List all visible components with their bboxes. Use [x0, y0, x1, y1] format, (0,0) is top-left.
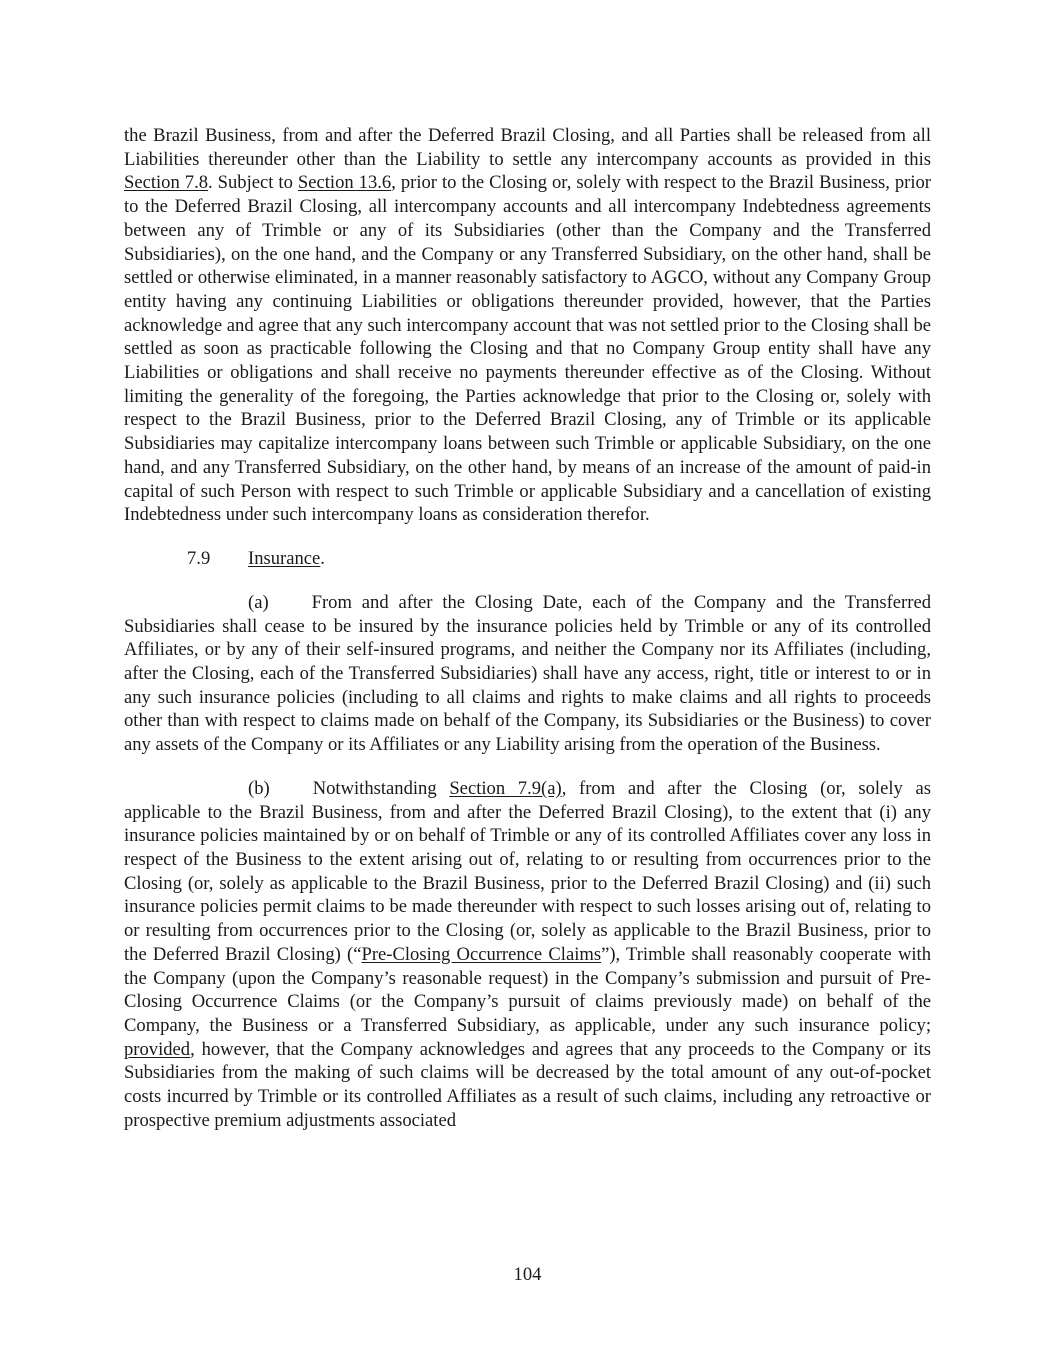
page-number: 104 — [513, 1264, 542, 1285]
proviso-term: provided — [124, 1038, 191, 1060]
paragraph-label: (b) — [248, 777, 270, 799]
paragraph-text: Notwithstanding — [312, 777, 450, 799]
paragraph-label: (a) — [248, 591, 269, 613]
section-title: Insurance — [248, 547, 321, 569]
section-reference: Section 7.8 — [124, 172, 209, 194]
paragraph-text: , prior to the Closing or, solely with respect to the Brazil Business, prior to the Deferred Brazil Closing, all intercompany accounts and all intercompany Indebtedness agreements between any of Trimble or any of its Subsidiaries (other than the Company and the Transferred Subsidiaries), on the one hand, and the Company or any Transferred Subsidiary, on the other hand, shall be settled or otherwise eliminated, in a manner reasonably satisfactory to AGCO, without any Company Group entity having any continuing Liabilities or obligations thereunder provided, however, that the Parties acknowledge and agree that any such intercompany account that was not settled prior to the Closing shall be settled as soon as practicable following the Closing and that no Company Group entity shall have any Liabilities or obligations and shall receive no payments thereunder effective as of the Closing. Without limiting the generality of the foregoing, the Parties acknowledge that prior to the Closing or, solely with respect to the Brazil Business, prior to the Deferred Brazil Closing, any of Trimble or its applicable Subsidiaries may capitalize intercompany loans between such Trimble or applicable Subsidiary, on the one hand, and any Transferred Subsidiary, on the other hand, by means of an increase of the amount of paid-in capital of such Person with respect to such Trimble or applicable Subsidiary and a cancellation of existing Indebtedness under such intercompany loans as consideration therefor. — [124, 172, 931, 526]
section-reference: Section 7.9(a) — [449, 777, 562, 799]
paragraph-text: , however, that the Company acknowledges and agrees that any proceeds to the Company or its Subsidiaries from the making of such claims will be decreased by the total amount of any out-of-pocket costs incurred by Trimble or its controlled Affiliates as a result of such claims, including any retroactive or prospective premium adjustments associated — [124, 1038, 931, 1131]
section-number: 7.9 — [187, 547, 211, 569]
paragraph-b — [124, 777, 931, 1133]
paragraph-text: From and after the Closing Date, each of the Company and the Transferred Subsidiaries shall cease to be insured by the insurance policies held by Trimble or any of its controlled Affiliates, or by any of their self-insured programs, and neither the Company nor its Affiliates (including, after the Closing, each of the Transferred Subsidiaries) shall have any access, right, title or interest to or in any such insurance policies (including to all claims and rights to make claims and all rights to proceeds other than with respect to claims made on behalf of the Company, its Subsidiaries or the Business) to cover any assets of the Company or its Affiliates or any Liability arising from the operation of the Business. — [124, 591, 931, 756]
defined-term: Pre-Closing Occurrence Claims — [361, 943, 602, 965]
section-title-wrap — [248, 547, 325, 571]
paragraph-text: ”), Trimble shall reasonably cooperate with the Company (upon the Company’s reasonable request) in the Company’s submission and pursuit of Pre-Closing Occurrence Claims (or the Company’s pursuit of claims previously made) on behalf of the Company, the Business or a Transferred Subsidiary, as applicable, under any such insurance policy; — [124, 943, 931, 1036]
paragraph-a — [124, 591, 931, 757]
paragraph-continuation — [124, 124, 931, 527]
section-title-period: . — [320, 547, 325, 569]
section-reference: Section 13.6 — [297, 172, 392, 194]
document-page — [124, 124, 931, 1132]
paragraph-text: , from and after the Closing (or, solely as applicable to the Brazil Business, from and after the Deferred Brazil Closing), to the extent that (i) any insurance policies maintained by or on behalf of Trimble or any of its controlled Affiliates cover any loss in respect of the Business to the extent arising out of, relating to or resulting from occurrences prior to the Closing (or, solely as applicable to the Brazil Business, prior to the Deferred Brazil Closing) and (ii) such insurance policies permit claims to be made thereunder with respect to such losses arising out of, relating to or resulting from occurrences prior to the Closing (or, solely as applicable to the Brazil Business, prior to the Deferred Brazil Closing) (“ — [124, 777, 931, 965]
paragraph-text: the Brazil Business, from and after the Deferred Brazil Closing, and all Parties shall be released from all Liabilities thereunder other than the Liability to settle any intercompany accounts as provided in this — [124, 125, 931, 170]
section-heading — [124, 547, 931, 571]
paragraph-text: . Subject to — [208, 172, 298, 194]
